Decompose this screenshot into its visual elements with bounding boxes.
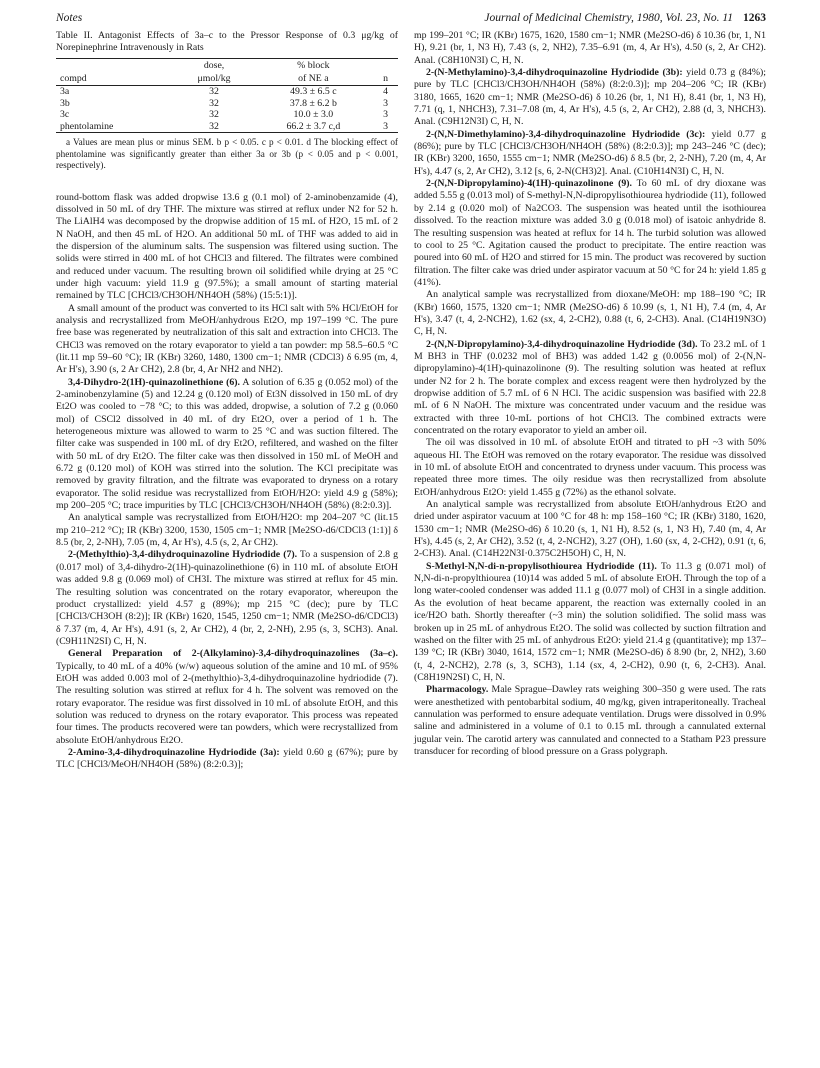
- paragraph-text: A solution of 6.35 g (0.052 mol) of the 2-aminobenzylamine (5) and 12.24 g (0.120 mol) of Et3N dissolved in 150 mL of dry Et2O was cooled to −78 °C; to this was added, dropwise, a solution of 7.2 g (0.060 mol) of CSCl2 dissolved in 40 mL of dry Et2O, over a period of 1 h. The heterogeneous mixture was allowed to warm to 25 °C and was suction filtered. The filter cake was suspended in 100 mL of dry Et2O, refiltered, and washed on the filter with 50 mL of dry Et2O. The filter cake was then dissolved in 150 mL of MeOH and 6.72 g (0.120 mol) of KOH was stirred into the solution. The KCl precipitate was removed by gravity filtration, and the filtrate was evaporated to dryness on a rotary evaporator. The solid residue was recrystallized from EtOH/H2O: yield 4.9 g (58%); mp 200–205 °C; trace impurities by TLC [CHCl3/CH3OH/NH4OH (58%) (8:2:0.3)].: [56, 376, 398, 512]
- running-header: [56, 6, 766, 26]
- cell-block: 49.3 ± 6.5 c: [290, 86, 337, 97]
- cell-dose: 32: [209, 86, 219, 97]
- body-paragraph: [414, 30, 766, 67]
- cell-n: 3: [383, 109, 388, 120]
- body-paragraph: [56, 377, 398, 513]
- th-block: of NE a: [254, 72, 373, 86]
- th-top-n: [373, 59, 398, 73]
- cell-block: 37.8 ± 6.2 b: [289, 97, 337, 109]
- section-heading: 2-(N,N-Dipropylamino)-3,4-dihydroquinazoline Hydriodide (3d).: [426, 338, 698, 350]
- cell-block: 66.2 ± 3.7 c,d: [254, 121, 373, 133]
- cell-compd: 3c: [60, 109, 70, 120]
- journal-name: Journal of Medicinal Chemistry, 1980, Vol. 23, No. 11: [484, 12, 733, 24]
- body-paragraph: [56, 192, 398, 303]
- cell-n: 3: [383, 97, 388, 109]
- right-body-text: [414, 30, 766, 758]
- table-row: [56, 98, 398, 110]
- section-heading: Pharmacology.: [426, 684, 489, 696]
- table-caption: Table II. Antagonist Effects of 3a–c to the Pressor Response of 0.3 μg/kg of Norepinephrine Intravenously in Rats: [56, 30, 398, 53]
- body-paragraph: [414, 684, 766, 758]
- body-paragraph: [56, 512, 398, 549]
- cell-compd: 3b: [60, 97, 70, 109]
- paragraph-text: Male Sprague–Dawley rats weighing 300–350 g were used. The rats were anesthetized with pentobarbital sodium, 40 mg/kg, given intraperitoneally. Tracheal cannulation was performed to ensure adequate ventilation. Drugs were dissolved in 0.9% saline and administered in a volume of 0.1 to 0.15 mL through a cannulated external jugular vein. The carotid artery was cannulated and connected to a Statham P23 pressure transducer for recording of blood pressure on a Grass polygraph.: [414, 684, 766, 757]
- paragraph-text: yield 0.60 g (67%); pure by TLC [CHCl3/MeOH/NH4OH (58%) (8:2:0.3)];: [56, 746, 398, 771]
- table-header-row: [56, 72, 398, 86]
- th-top-dose: dose,: [174, 59, 253, 73]
- th-top-compd: [56, 59, 174, 73]
- antagonist-table: [56, 58, 398, 133]
- th-n: n: [373, 72, 398, 86]
- cell-dose: 32: [174, 121, 253, 133]
- body-paragraph: [56, 747, 398, 772]
- paragraph-text: To a suspension of 2.8 g (0.017 mol) of 3,4-dihydro-2(1H)-quinazolinethione (6) in 110 mL of absolute EtOH was added 9.8 g (0.069 mol) of CH3I. The mixture was stirred at reflux for 45 min. The resulting solution was concentrated on the rotary evaporator, whereupon the product crystallized: yield 4.57 g (89%); mp 215 °C (dec); pure by TLC [CHCl3/CH3OH (8:2)]; IR (KBr) 1620, 1545, 1250 cm−1; NMR (Me2SO-d6/CDCl3) δ 7.37 (m, 4, Ar H's), 4.91 (s, 2, Ar CH2), 4 (br, 2, 2-NH), 2.95 (s, 3, SCH3). Anal. (C9H11N2SI) C, H, N.: [56, 549, 398, 647]
- section-heading: 2-(N,N-Dipropylamino)-4(1H)-quinazolinone (9).: [426, 178, 632, 190]
- section-heading: 2-(Methylthio)-3,4-dihydroquinazoline Hydriodide (7).: [68, 549, 298, 561]
- table-footnote: a Values are mean plus or minus SEM. b p < 0.05. c p < 0.01. d The blocking effect of phentolamine was significantly greater than either 3a or 3b (p < 0.05 and p < 0.001, respectively).: [56, 137, 398, 170]
- th-top-block: % block: [254, 59, 373, 73]
- cell-n: 4: [383, 86, 388, 97]
- right-column: [414, 30, 766, 758]
- page-number: 1263: [743, 12, 766, 24]
- body-paragraph: [414, 339, 766, 438]
- journal-citation: [484, 12, 766, 24]
- body-paragraph: [56, 648, 398, 747]
- cell-block: 10.0 ± 3.0: [293, 109, 334, 120]
- cell-compd: phentolamine: [56, 121, 174, 133]
- section-heading: General Preparation of 2-(Alkylamino)-3,4-dihydroquinazolines (3a–c).: [68, 648, 398, 660]
- cell-n: 3: [373, 121, 398, 133]
- paragraph-text: To 11.3 g (0.071 mol) of N,N-di-n-propylthiourea (10)14 was added 5 mL of absolute EtOH. Through the top of a long water-cooled condenser was added 11.1 g (0.077 mol) of CH3I in a single addition. As the evolution of heat became apparent, the reaction was externally cooled in an ice/H2O bath. Shortly thereafter (~3 min) the solution solidified. The solid mass was broken up in 25 mL of anhydrous Et2O. The solid was collected by suction filtration and washed on the filter with 25 mL of anhydrous Et2O: yield 21.4 g (quantitative); mp 137–139 °C; IR (KBr) 3040, 1614, 1572 cm−1; NMR (Me2SO-d6) δ 8.90 (br, 2, NH2), 3.60 (t, 4, 2-NCH2), 2.78 (s, 3, SCH3), 1.14 (sx, 4, 2-CH2), 0.90 (t, 6, 2-CH3). Anal. (C8H19N2SI) C, H, N.: [414, 560, 766, 683]
- paragraph-text: An analytical sample was recrystallized from absolute EtOH/anhydrous Et2O and dried under aspirator vacuum at 100 °C for 48 h: mp 158–160 °C; IR (KBr) 3180, 1620, 1530 cm−1; NMR (Me2SO-d6) δ 10.20 (s, 1, N1 H), 8.52 (s, 1, N3 H), 7.40 (m, 4, Ar H's), 4.45 (s, 2, Ar CH2), 3.52 (t, 4, 2-NCH2), 3.27 (OH), 1.60 (sx, 4, 2-CH2), 0.91 (t, 6, 2-CH3). Anal. (C14H22N3I·0.375C2H5OH) C, H, N.: [414, 499, 766, 560]
- paragraph-text: To 23.2 mL of 1 M BH3 in THF (0.0232 mol of BH3) was added 1.42 g (0.0056 mol) of 2-(N,N-dipropylamino)-4(1H)-quinazolinone (9). The resulting solution was heated at reflux under N2 for 2 h. The borate complex and excess reagent were then hydrolyzed by the dropwise addition of 5.7 mL of 6 N HCl. The acidic suspension was basified with 22.8 mL of 6 N NaOH. The mixture was concentrated under vacuum and the residue was extracted with three 10-mL portions of hot CHCl3. The combined extracts were concentrated on the rotary evaporator to yield an amber oil.: [414, 338, 766, 436]
- paragraph-text: A small amount of the product was converted to its HCl salt with 5% HCl/EtOH for analysis and recrystallized from MeOH/anhydrous Et2O, mp 197–199 °C. The pure free base was regenerated by neutralization of this salt and extraction into CHCl3. The CHCl3 was removed on the rotary evaporator to yield a tan powder: mp 58.5–60.5 °C (lit.11 mp 59–60 °C); IR (KBr) 3260, 1480, 1300 cm−1; NMR (CDCl3) δ 6.95 (m, 4, Ar H's), 3.90 (s, 2 Ar CH2), 2.8 (br, 4, Ar NH2 and NH2).: [56, 302, 398, 376]
- paragraph-text: yield 0.77 g (86%); pure by TLC [CHCl3/CH3OH/NH4OH (58%) (8:2:0.3)]; mp 243–246 °C (dec); IR (KBr) 3200, 1650, 1555 cm−1; NMR (Me2SO-d6) δ 8.5 (br, 2, 2-NH), 7.20 (m, 4, Ar H's), 4.47 (s, 2, Ar CH2), 3.12 [s, 6, 2-N(CH3)2]. Anal. (C10H14N3I) C, H, N.: [414, 128, 766, 177]
- paragraph-text: An analytical sample was recrystallized from EtOH/H2O: mp 204–207 °C (lit.15 mp 210–212 °C); IR (KBr) 3200, 1530, 1505 cm−1; NMR [Me2SO-d6/CDCl3 (1:1)] δ 8.5 (br, 2, 2-NH), 7.05 (m, 4, Ar H's), 4.5 (s, 2, Ar CH2).: [56, 512, 398, 549]
- paragraph-text: yield 0.73 g (84%); pure by TLC [CHCl3/CH3OH/NH4OH (58%) (8:2:0.3)]; mp 204–206 °C; IR (KBr) 3180, 1665, 1620 cm−1; NMR (Me2SO-d6) δ 10.26 (br, 1, N1 H), 8.41 (br, 1, N3 H), 7.71 (q, 1, NHCH3), 7.31–7.08 (m, 4, Ar H's), 4.5 (s, 2, Ar CH2), 2.88 (d, 3, NHCH3). Anal. (C9H12N3I) C, H, N.: [414, 67, 766, 128]
- cell-dose: 32: [209, 97, 219, 109]
- section-heading: 2-(N,N-Dimethylamino)-3,4-dihydroquinazoline Hydriodide (3c):: [426, 128, 706, 140]
- paragraph-text: round-bottom flask was added dropwise 13.6 g (0.1 mol) of 2-aminobenzamide (4), dissolved in 50 mL of dry THF. The mixture was stirred at reflux under N2 for 52 h. The LiAlH4 was decomposed by the dropwise addition of 15 mL of H2O, 15 mL of 2 N NaOH, and then 45 mL of H2O. An additional 50 mL of THF was added to aid in the dispersion of the aluminum salts. The suspension was filtered using suction. The solids were stirred in 400 mL of hot CHCl3 and filtered. The filtrates were combined and reduced under vacuum. The resulting brown oil solidified while drying at 25 °C under high vacuum: yield 11.9 g (97.5%); a small amount of starting material remained by TLC [CHCl3/CH3OH/NH4OH (58%) (15:5:1)].: [56, 191, 398, 302]
- left-body-text: [56, 192, 398, 772]
- body-paragraph: [414, 499, 766, 561]
- section-heading: 2-(N-Methylamino)-3,4-dihydroquinazoline Hydriodide (3b):: [426, 67, 683, 79]
- paragraph-text: Typically, to 40 mL of a 40% (w/w) aqueous solution of the amine and 10 mL of 95% EtOH was added 0.003 mol of 2-(methylthio)-3,4-dihydroquinazoline hydriodide (7). The resulting solution was stirred at reflux for 4 h. The solvent was removed on the rotary evaporator. The residue was first dissolved in 10 mL of absolute EtOH, and this solution was reduced to dryness on the rotary evaporator. This process was repeated four times. The products recovered were tan powders, which were recrystallized from absolute EtOH/anhydrous Et2O.: [56, 660, 398, 746]
- th-compd: compd: [56, 72, 174, 86]
- cell-compd: 3a: [60, 86, 70, 97]
- body-paragraph: [414, 437, 766, 499]
- table-row: [56, 86, 398, 98]
- body-paragraph: [414, 67, 766, 129]
- body-paragraph: [414, 289, 766, 338]
- paragraph-text: An analytical sample was recrystallized from dioxane/MeOH: mp 188–190 °C; IR (KBr) 1660, 1575, 1320 cm−1; NMR (Me2SO-d6) δ 10.99 (s, 1, N1 H), 7.4 (m, 4, Ar H's), 3.47 (t, 4, 2-NCH2), 1.62 (sx, 4, 2-CH2), 0.88 (t, 6, 2-CH3). Anal. (C14H19N3O) C, H, N.: [414, 289, 766, 338]
- paragraph-text: To 60 mL of dry dioxane was added 5.55 g (0.013 mol) of S-methyl-N,N-dipropylisothiourea hydriodide (11), followed by 2.14 g (0.020 mol) of Na2CO3. The suspension was heated until the isothiourea dissolved. To the reaction mixture was added 3.0 g (0.018 mol) of isatoic anhydride 8. The resulting suspension was heated at reflux for 14 h. The turbid solution was allowed to cool to 25 °C. Agitation caused the product to precipitate. The entire reaction was poured into 60 mL of H2O and stirred for 15 min. The product was recovered by suction filtration. The filter cake was dried under aspirator vacuum at 50 °C for 24 h: yield 1.85 g (41%).: [414, 178, 766, 288]
- section-heading: S-Methyl-N,N-di-n-propylisothiourea Hydriodide (11).: [426, 560, 657, 572]
- section-label: Notes: [56, 12, 83, 24]
- table-header-row-top: [56, 59, 398, 73]
- body-paragraph: [56, 303, 398, 377]
- cell-dose: 32: [209, 109, 219, 120]
- paragraph-text: mp 199–201 °C; IR (KBr) 1675, 1620, 1580 cm−1; NMR (Me2SO-d6) δ 10.36 (br, 1, N1 H), 9.21 (br, 1, N3 H), 7.43 (s, 2, NH2), 7.35–6.91 (m, 4, Ar H's), 4.50 (s, 2, Ar CH2). Anal. (C8H10N3I) C, H, N.: [414, 30, 766, 66]
- left-column: [56, 30, 398, 772]
- paragraph-text: The oil was dissolved in 10 mL of absolute EtOH and titrated to pH ~3 with 50% aqueous HI. The EtOH was removed on the rotary evaporator. The residue was dissolved in 10 mL of absolute EtOH and concentrated to dryness under vacuum. This process was repeated three more times. The oily residue was then recrystallized from absolute EtOH/anhydrous Et2O: yield 1.455 g (72%) as the ethanol solvate.: [414, 437, 766, 498]
- table-row: [56, 121, 398, 133]
- th-dose: μmol/kg: [174, 72, 253, 86]
- body-paragraph: [414, 561, 766, 684]
- section-heading: 2-Amino-3,4-dihydroquinazoline Hydriodide (3a):: [68, 746, 280, 758]
- body-paragraph: [414, 178, 766, 289]
- section-heading: 3,4-Dihydro-2(1H)-quinazolinethione (6).: [68, 376, 241, 388]
- body-paragraph: [56, 549, 398, 648]
- body-paragraph: [414, 129, 766, 178]
- table-row: [56, 109, 398, 121]
